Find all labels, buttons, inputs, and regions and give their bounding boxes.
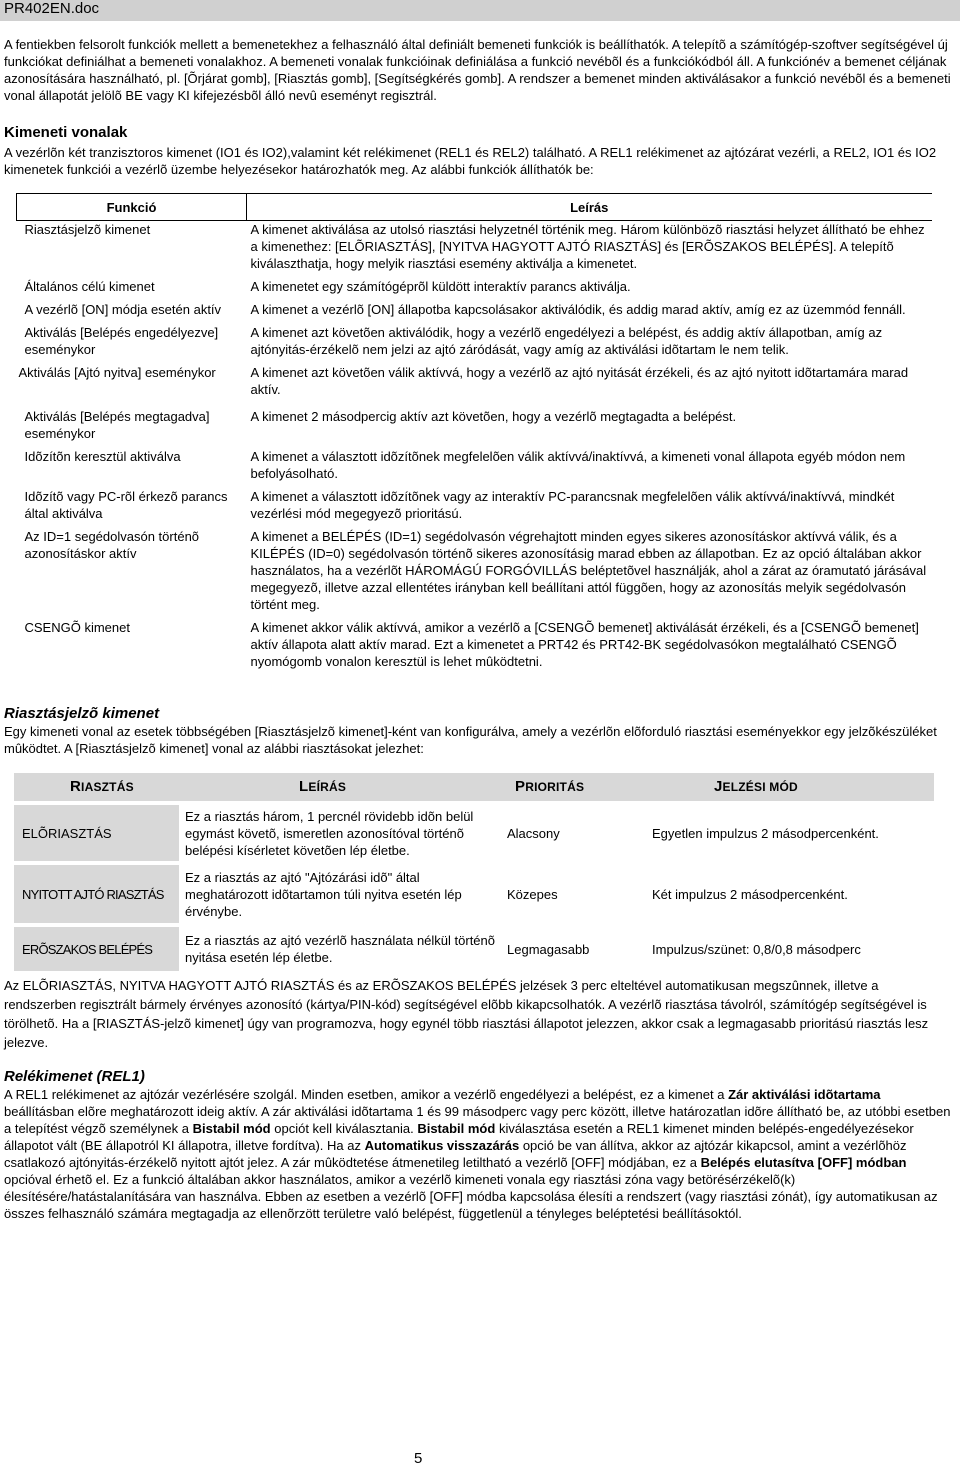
page-number: 5	[414, 1450, 423, 1467]
function-name: A vezérlõ [ON] módja esetén aktív	[24, 302, 222, 317]
function-description: A kimenet azt követõen válik aktívvá, hogy a vezérlõ az ajtó nyitását érzékeli, és az ajtó nyitott idõtartamára marad aktív.	[250, 365, 909, 397]
function-description: A kimenetet egy számítógéprõl küldött interaktív parancs aktiválja.	[250, 279, 631, 294]
alarms-table-header	[14, 773, 934, 801]
alarm-description: Ez a riasztás az ajtó vezérlõ használata nélkül történõ nyitása esetén lép életbe.	[185, 933, 496, 965]
document-filename: PR402EN.doc	[4, 0, 100, 17]
alarm-column-header: RIASZTÁS	[14, 773, 179, 801]
function-name: Riasztásjelzõ kimenet	[24, 222, 151, 237]
table-row	[14, 927, 934, 971]
alarm-name: NYITOTT AJTÓ RIASZTÁS	[14, 865, 179, 923]
table-row	[14, 865, 934, 923]
alarm-output-title: Riasztásjelzõ kimenet	[4, 705, 160, 722]
alarm-output-section	[4, 705, 954, 757]
function-name: Idõzítõn keresztül aktiválva	[24, 449, 181, 464]
function-description: A kimenet akkor válik aktívvá, amikor a vezérlõ a [CSENGÕ bemenet] aktiválását érzékeli, és a [CSENGÕ bemenet] aktív állapota alatt aktív marad. Ezt a kimenetet a PRT42 és PRT42-BK segédolvasókon megtalálható CSENGÕ nyomógomb vonalon keresztül is lehet mûködtetni.	[250, 620, 919, 669]
outputs-title: Kimeneti vonalak	[4, 124, 128, 141]
table-row	[17, 488, 932, 528]
function-name: Idõzítõ vagy PC-rõl érkezõ parancs által aktiválva	[24, 489, 228, 521]
function-name: Aktiválás [Belépés engedélyezve] eseménykor	[24, 325, 219, 357]
function-description: A kimenet aktiválása az utolsó riasztási helyzetnél történik meg. Három különbözõ riasztási helyzet állítható be ehhez a kimenethez: [ELÕRIASZTÁS], [NYITVA HAGYOTT AJTÓ RIASZTÁS] és [ERÕSZAKOS BELÉPÉS]. A telepítõ kiválaszthatja, hogy melyik riasztási esemény aktiválja a kimenetet.	[250, 222, 925, 271]
table-row	[17, 301, 932, 324]
function-name: Aktiválás [Ajtó nyitva] eseménykor	[18, 365, 216, 380]
alarm-reset-paragraph: Az ELÕRIASZTÁS, NYITVA HAGYOTT AJTÓ RIASZTÁS és az ERÕSZAKOS BELÉPÉS jelzések 3 perc elteltével automatikusan megszûnnek, illetve a rendszerben regisztrált bármely érvényes azonosító (kártya/PIN-kód) segítségével elõbb kikapcsolhatók. A vezérlõ riasztása távolról, számítógép segítségével is törölhetõ. Ha a [RIASZTÁS-jelzõ kimenet] úgy van programozva, hogy egynél több riasztási állapotot jelezzen, akkor csak a legmagasabb prioritású riasztás lesz jelezve.	[4, 978, 929, 1050]
relay-title: Relékimenet (REL1)	[4, 1068, 145, 1085]
table-row	[17, 448, 932, 488]
table-row	[14, 805, 934, 861]
table-row	[17, 221, 932, 279]
table-row	[17, 528, 932, 619]
functions-table	[16, 193, 932, 676]
table-row	[17, 364, 932, 408]
table-row	[17, 324, 932, 364]
outputs-paragraph: A vezérlõn két tranzisztoros kimenet (IO1 és IO2),valamint két relékimenet (REL1 és REL2) található. A REL1 relékimenet az ajtózárat vezérli, a REL2, IO1 és IO2 kimenetek funkciói a vezérlõ üzembe helyezésekor határozhatók meg. Az alábbi funkciók állíthatók be:	[4, 145, 937, 177]
function-description: A kimenet 2 másodpercig aktív azt követõen, hogy a vezérlõ megtagadta a belépést.	[250, 409, 737, 424]
alarm-description-column-header: LEÍRÁS	[179, 773, 501, 801]
function-description: A kimenet azt követõen aktiválódik, hogy a vezérlõ engedélyezi a belépést, és addig aktív állapotban, amíg az ajtónyitás-érzékelõ nem jelzi az ajtó záródását, vagy amíg az aktiválási idõtartam le nem telik.	[250, 325, 883, 357]
function-name: CSENGÕ kimenet	[24, 620, 130, 635]
function-name: Általános célú kimenet	[24, 279, 155, 294]
alarm-signal-mode: Egyetlen impulzus 2 másodpercenként.	[652, 825, 879, 841]
outputs-section	[4, 124, 954, 178]
description-column-header: Leírás	[247, 194, 932, 221]
function-description: A kimenet a BELÉPÉS (ID=1) segédolvasón végrehajtott minden egyes sikeres azonosításkor aktívvá válik, és a KILÉPÉS (ID=0) segédolvasón történõ sikeres azonosításig marad ebben az állapotban. Ez az opció általában akkor használatos, ha a vezérlõt HÁROMÁGÚ FORGÓVILLÁS beléptetõvel használják, ahol a zárat az óramutató járásával megegyezõ, illetve azzal ellentétes irányban kell beállítani attól függõen, hogy az azonosítás melyik segédolvasón történt meg.	[250, 529, 927, 612]
table-row	[17, 278, 932, 301]
intro-section	[4, 36, 954, 104]
alarm-signal-mode: Két impulzus 2 másodpercenként.	[652, 886, 848, 902]
relay-paragraph: A REL1 relékimenet az ajtózár vezérlésére szolgál. Minden esetben, amikor a vezérlõ engedélyezi a belépést, ez a kimenet a Zár aktiválási idõtartama beállításban elõre meghatározott ideig aktív. A zár aktiválási idõtartama 1 és 99 másodperc vagy perc között, illetve határozatlan idõre állítható be, az utóbbi esetben a telepítést végzõ személynek a Bistabil mód opciót kell kiválasztania. Bistabil mód kiválasztása esetén a REL1 kimenet minden belépés-engedélyezésekor állapotot vált (BE állapotról KI állapotra, illetve fordítva). Ha az Automatikus visszazárás opció be van állítva, akkor az ajtózár kikapcsol, amint a vezérlõhöz csatlakozó ajtónyitás-érzékelõ nyitott ajtót jelez. A zár mûködtetése átmenetileg letiltható a vezérlõ [OFF] módjában, ez a Belépés elutasítva [OFF] módban opcióval érhetõ el. Ez a funkció általában akkor használatos, amikor a vezérlõ kimeneti vonala egy riasztási zóna vagy betörésérzékelõ(k) élesítésére/hatástalanítására van használva. Ebben az esetben a vezérlõ [OFF] módba kapcsolása élesíti a rendszert (vagy riasztási zónát), így automatikusan az összes felhasználó számára megtagadja az ellenõrzött területre való belépést, függetlenül a tényleges beléptetési beállításoktól.	[4, 1087, 951, 1221]
table-row	[17, 408, 932, 448]
function-column-header: Funkció	[17, 194, 247, 221]
function-name: Aktiválás [Belépés megtagadva] eseménykor	[24, 409, 210, 441]
priority-column-header: PRIORITÁS	[501, 773, 644, 801]
alarm-name: ERÕSZAKOS BELÉPÉS	[14, 927, 179, 971]
intro-paragraph: A fentiekben felsorolt funkciók mellett a bemenetekhez a felhasználó által definiált bemeneti funkciók is beállíthatók. A telepítõ a számítógép-szoftver segítségével új funkciókat definiálhat a bemeneti vonalakhoz. A bemeneti vonalak funkcióinak definiálása a funkció nevébõl és a funkciókódból áll. A funkciónév a bemenet céljának azonosítására használható, pl. [Õrjárat gomb], [Riasztás gomb], [Segítségkérés gomb]. A rendszer a bemenet minden aktiválásakor a funkció nevébõl és a bemeneti vonal állapotát jelölõ BE vagy KI kifejezésbõl álló nevû eseményt regisztrál.	[4, 37, 951, 103]
functions-table-header	[17, 194, 932, 221]
alarm-name: ELÕRIASZTÁS	[14, 805, 179, 861]
alarm-output-paragraph: Egy kimeneti vonal az esetek többségében [Riasztásjelzõ kimenet]-ként van konfigurálva, amely a vezérlõn elõforduló riasztási eseményekkor egy jelzõkészüléket mûködtet. A [Riasztásjelzõ kimenet] vonal az alábbi riasztásokat jelezhet:	[4, 724, 937, 756]
alarm-priority: Legmagasabb	[507, 941, 590, 957]
alarm-signal-mode: Impulzus/szünet: 0,8/0,8 másodperc	[652, 941, 861, 957]
function-name: Az ID=1 segédolvasón történõ azonosításkor aktív	[24, 529, 200, 561]
alarm-priority: Alacsony	[507, 825, 560, 841]
alarm-priority: Közepes	[507, 886, 558, 902]
table-row	[17, 619, 932, 676]
alarm-description: Ez a riasztás az ajtó "Ajtózárási idõ" által meghatározott idõtartamon túli nyitva esetén lép érvénybe.	[185, 869, 462, 919]
function-description: A kimenet a vezérlõ [ON] állapotba kapcsolásakor aktiválódik, és addig marad aktív, amíg ez az üzemmód fennáll.	[250, 302, 906, 317]
document-header	[0, 0, 960, 21]
alarm-reset-section	[4, 976, 954, 1052]
signal-mode-column-header: JELZÉSI MÓD	[644, 773, 934, 801]
function-description: A kimenet a választott idõzítõnek vagy az interaktív PC-parancsnak megfelelõen válik aktívvá/inaktívvá, mindkét vezérlési mód megegyezõ prioritású.	[250, 489, 895, 521]
alarms-table	[14, 773, 934, 971]
relay-section	[4, 1068, 954, 1222]
alarm-description: Ez a riasztás három, 1 percnél rövidebb idõn belül egymást követõ, ismeretlen azonosítóval történõ belépési kísérletet követõen lép életbe.	[185, 808, 474, 858]
function-description: A kimenet a választott idõzítõnek megfelelõen válik aktívvá/inaktívvá, a kimeneti vonal állapota egyéb módon nem befolyásolható.	[250, 449, 906, 481]
